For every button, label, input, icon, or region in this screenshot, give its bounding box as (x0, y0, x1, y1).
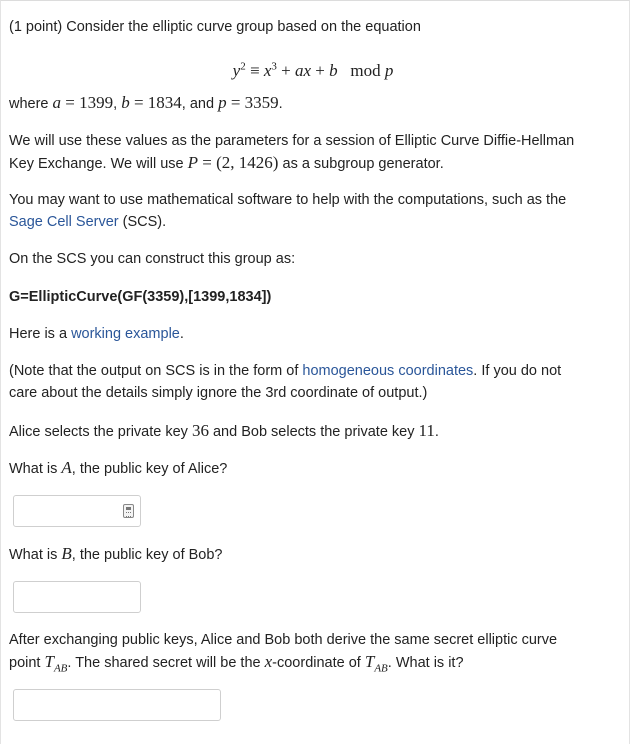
param-b-name: b (121, 93, 130, 112)
param-p-name: p (218, 93, 227, 112)
param-b-value: 1834 (147, 93, 182, 112)
alice-private-key: 36 (191, 421, 209, 440)
note-pre: (Note that the output on SCS is in the form of (9, 363, 299, 379)
eq-x: x (263, 60, 272, 80)
homogeneous-coordinates-link[interactable]: homogeneous coordinates (302, 363, 474, 379)
generator-value: (2, 1426) (216, 153, 279, 172)
param-p-eq: = (230, 93, 241, 112)
eq-exp3: 3 (271, 60, 277, 72)
q3-mid2: -coordinate of (272, 655, 361, 671)
param-b-eq: = (133, 93, 144, 112)
alice-public-key-input[interactable] (13, 495, 141, 527)
q1-var: A (61, 458, 72, 477)
shared-secret-input[interactable] (13, 689, 221, 721)
sage-cell-server-link[interactable]: Sage Cell Server (9, 214, 119, 230)
eq-plus2: + (315, 60, 325, 80)
ecdh-line2-pre: Key Exchange. We will use (9, 156, 184, 172)
keys-pre: Alice selects the private key (9, 424, 188, 440)
points-label: (1 point) (9, 19, 63, 35)
keys-mid: and Bob selects the private key (212, 424, 415, 440)
working-example-link[interactable]: working example (71, 326, 180, 342)
q3-T2-sub: AB (374, 662, 388, 675)
q1-post: , the public key of Alice? (71, 461, 228, 477)
ecdh-paragraph: We will use these values as the parameters for a session of Elliptic Curve Diffie-Hellman Key Exchange. We will use P = (2, 1426) as a subgroup generator. (9, 133, 575, 172)
eq-exp2: 2 (240, 60, 246, 72)
eq-a: a (294, 60, 304, 80)
equation-math (233, 61, 394, 80)
bob-public-key-input[interactable] (13, 581, 141, 613)
example-post: . (179, 326, 184, 342)
q2-post: , the public key of Bob? (71, 547, 223, 563)
construct-text: On the SCS you can construct this group as: (9, 251, 296, 267)
equation-editor-icon[interactable] (123, 504, 134, 518)
param-a-value: 1399 (79, 93, 114, 112)
note-paragraph (9, 360, 617, 404)
ecdh-line1: We will use these values as the parameters for a session of Elliptic Curve Diffie-Hellman (9, 133, 575, 149)
eq-equiv: ≡ (249, 60, 260, 80)
intro-paragraph (9, 16, 617, 38)
keys-post: . (434, 424, 439, 440)
params-and: and (189, 96, 215, 112)
q3-T-sub: AB (53, 662, 68, 675)
software-post: (SCS). (122, 214, 167, 230)
ecdh-line2-post: as a subgroup generator. (282, 156, 444, 172)
eq-x2: x (303, 60, 311, 80)
generator-name: P (187, 153, 199, 172)
bob-private-key: 11 (418, 421, 435, 440)
q3-T2: T (364, 652, 375, 671)
params-where: where (9, 96, 49, 112)
software-paragraph (9, 189, 617, 233)
q3-mid: . The shared secret will be the (67, 655, 261, 671)
q1-pre: What is (9, 461, 58, 477)
q3-T: T (44, 652, 54, 671)
eq-mod: mod (350, 60, 381, 80)
q3-x: x (264, 652, 273, 671)
keys-paragraph (9, 420, 617, 443)
question-alice (9, 457, 617, 480)
curve-equation (9, 55, 617, 83)
eq-p: p (384, 60, 394, 80)
q2-pre: What is (9, 547, 58, 563)
q2-var: B (61, 544, 72, 563)
note-line2: care about the details simply ignore the 3rd coordinate of output.) (9, 385, 428, 401)
param-a-eq: = (65, 93, 75, 112)
intro-text: Consider the elliptic curve group based on the equation (66, 19, 421, 35)
q3-end: . What is it? (387, 655, 464, 671)
software-line1: You may want to use mathematical software to help with the computations, such as the (9, 192, 567, 208)
q3-line1: After exchanging public keys, Alice and Bob both derive the same secret elliptic curve (9, 632, 558, 648)
example-pre: Here is a (9, 326, 68, 342)
eq-y: y (232, 60, 241, 80)
param-p-value: 3359 (244, 93, 279, 112)
q3-point: point (9, 655, 41, 671)
question-bob (9, 543, 617, 566)
eq-b: b (329, 60, 338, 80)
note-post: . If you do not (473, 363, 562, 379)
construct-code: G=EllipticCurve(GF(3359),[1399,1834]) (9, 289, 272, 305)
param-a-name: a (52, 93, 62, 112)
example-paragraph (9, 323, 617, 345)
question-shared-secret (9, 629, 617, 679)
eq-plus1: + (281, 60, 291, 80)
params-paragraph: where a = 1399, b = 1834, and p = 3359. (9, 93, 283, 112)
